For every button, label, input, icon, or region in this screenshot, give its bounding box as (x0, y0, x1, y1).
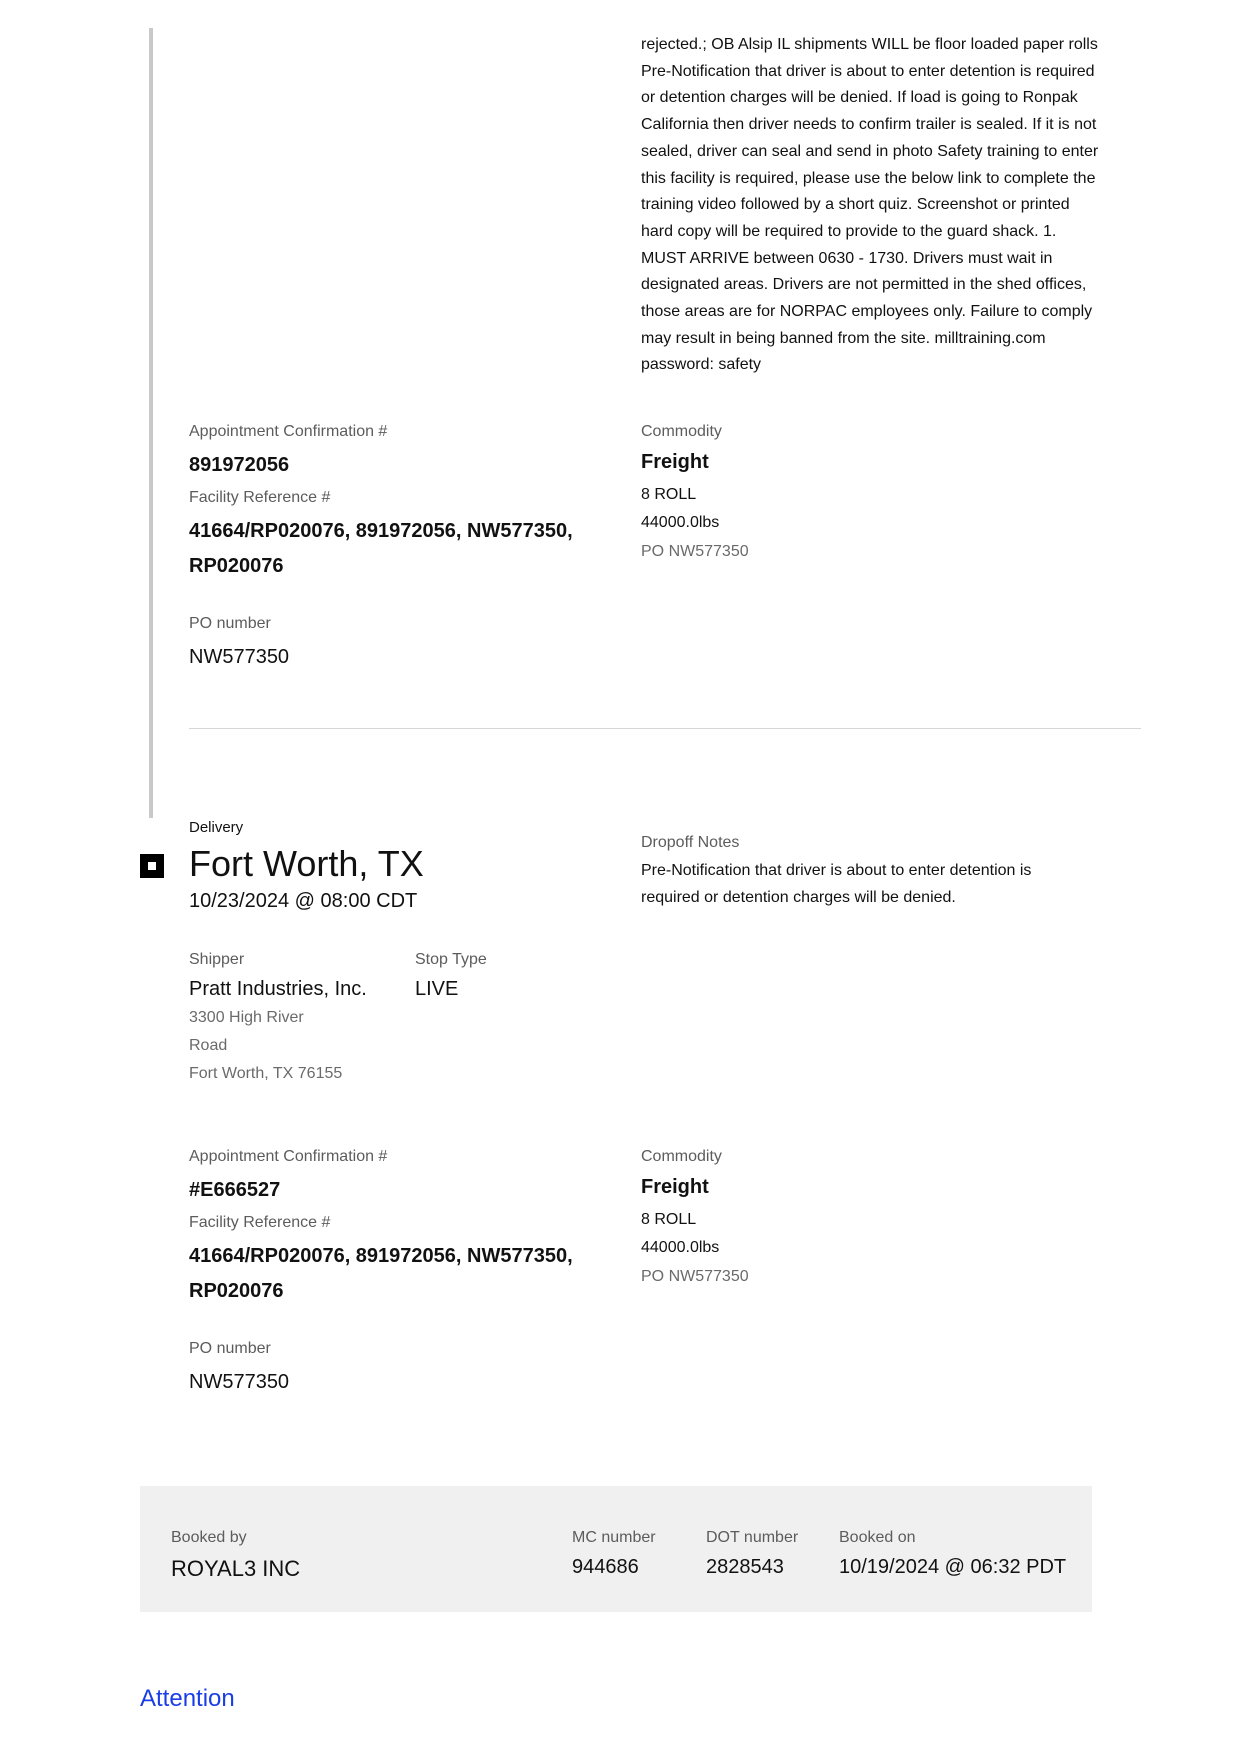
delivery-commodity-quantity: 8 ROLL (641, 1211, 697, 1228)
delivery-appointment-label: Appointment Confirmation # (189, 1148, 388, 1165)
delivery-commodity-name: Freight (641, 1176, 709, 1198)
booking-info-box (140, 1486, 1092, 1612)
pickup-facility-label: Facility Reference # (189, 489, 331, 506)
stop-type-label: Stop Type (415, 951, 487, 968)
delivery-po-label: PO number (189, 1340, 271, 1357)
pickup-facility-value-line2: RP020076 (189, 555, 284, 577)
booked-on-value: 10/19/2024 @ 06:32 PDT (839, 1556, 1067, 1578)
booked-on-label: Booked on (839, 1529, 916, 1546)
delivery-type-label: Delivery (189, 819, 244, 836)
delivery-commodity-po: PO NW577350 (641, 1268, 749, 1285)
pickup-commodity-label: Commodity (641, 423, 722, 440)
dot-number-value: 2828543 (706, 1556, 784, 1578)
pickup-appointment-label: Appointment Confirmation # (189, 423, 388, 440)
pickup-po-label: PO number (189, 615, 271, 632)
stop-type-value: LIVE (415, 978, 459, 1000)
stop-timeline-line (149, 28, 153, 818)
pickup-commodity-name: Freight (641, 451, 709, 473)
section-divider (189, 728, 1141, 729)
delivery-commodity-weight: 44000.0lbs (641, 1239, 720, 1256)
mc-number-label: MC number (572, 1529, 656, 1546)
delivery-city-title: Fort Worth, TX (189, 843, 424, 884)
dot-number-label: DOT number (706, 1529, 799, 1546)
attention-heading: Attention (140, 1685, 235, 1712)
delivery-po-value: NW577350 (189, 1371, 290, 1393)
dropoff-notes-line2: required or detention charges will be denied. (641, 889, 956, 906)
shipper-label: Shipper (189, 951, 245, 968)
delivery-stop-marker-icon (140, 854, 164, 878)
pickup-facility-value-line1: 41664/RP020076, 891972056, NW577350, (189, 520, 573, 542)
dropoff-notes-line1: Pre-Notification that driver is about to enter detention is (641, 862, 1032, 879)
shipper-name: Pratt Industries, Inc. (189, 978, 367, 1000)
pickup-notes-text: rejected.; OB Alsip IL shipments WILL be floor loaded paper rolls Pre-Notification that driver is about to enter detention is required or detention charges will be denied. If load is going to Ronpak California then driver needs to confirm trailer is sealed. If it is not sealed, driver can seal and send in photo Safety training to enter this facility is required, please use the below link to complete the training video followed by a short quiz. Screenshot or printed hard copy will be required to provide to the guard shack. 1. MUST ARRIVE between 0630 - 1730. Drivers must wait in designated areas. Drivers are not permitted in the shed offices, those areas are for NORPAC employees only. Failure to comply may result in being banned from the site. milltraining.com password: safety (641, 36, 1099, 374)
booked-by-value: ROYAL3 INC (171, 1556, 301, 1581)
delivery-appointment-value: #E666527 (189, 1179, 281, 1201)
pickup-appointment-value: 891972056 (189, 454, 290, 476)
delivery-facility-label: Facility Reference # (189, 1214, 331, 1231)
pickup-po-value: NW577350 (189, 646, 290, 668)
mc-number-value: 944686 (572, 1556, 639, 1578)
pickup-commodity-weight: 44000.0lbs (641, 514, 720, 531)
pickup-commodity-po: PO NW577350 (641, 543, 749, 560)
booked-by-label: Booked by (171, 1529, 247, 1546)
delivery-facility-value-line2: RP020076 (189, 1280, 284, 1302)
delivery-commodity-label: Commodity (641, 1148, 722, 1165)
delivery-datetime: 10/23/2024 @ 08:00 CDT (189, 890, 418, 912)
delivery-facility-value-line1: 41664/RP020076, 891972056, NW577350, (189, 1245, 573, 1267)
shipper-address-line3: Fort Worth, TX 76155 (189, 1065, 343, 1082)
dropoff-notes-label: Dropoff Notes (641, 834, 740, 851)
shipper-address-line1: 3300 High River (189, 1009, 304, 1026)
pickup-commodity-quantity: 8 ROLL (641, 486, 697, 503)
shipper-address-line2: Road (189, 1037, 228, 1054)
